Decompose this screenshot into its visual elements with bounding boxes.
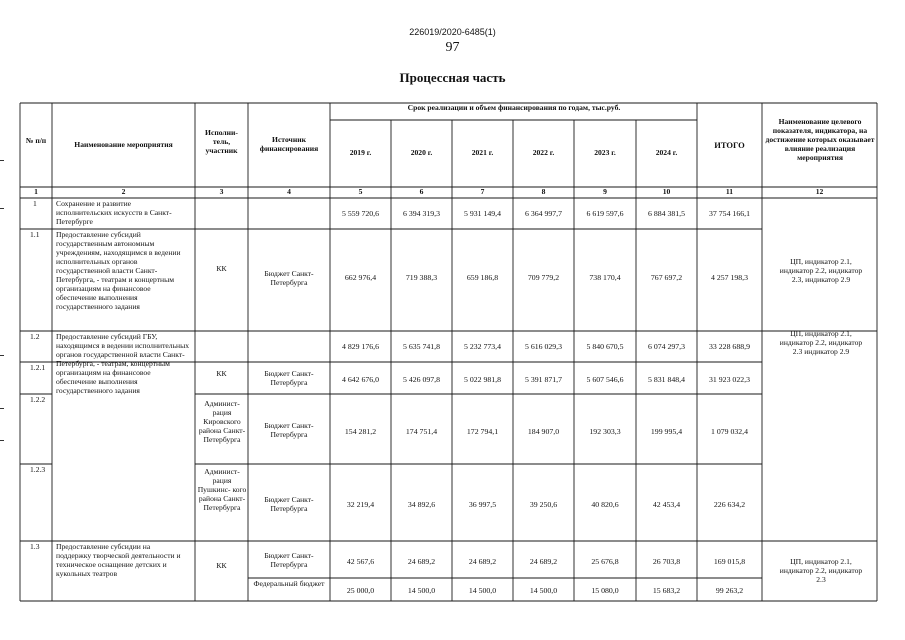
value-total: 37 754 166,1 [709, 209, 750, 218]
value-2019: 662 976,4 [344, 273, 377, 282]
value-total: 99 263,2 [715, 586, 744, 595]
header-year-2024: 2024 г. [655, 149, 678, 157]
activity-name: Предоставление субсидии на поддержку творческой деятельности и техническое оснащение детских и кукольных театров [56, 543, 181, 578]
indicator: ЦП, индикатор 2.1, индикатор 2.2, индикатор 2.3 [779, 558, 863, 584]
activity-name: Сохранение и развитие исполнительских искусств в Санкт-Петербурге [56, 200, 172, 226]
funding-source: Бюджет Санкт-Петербурга [264, 552, 314, 569]
value-2020: 6 394 319,3 [402, 209, 441, 218]
value-2023: 738 170,4 [589, 273, 621, 282]
value-2019: 32 219,4 [346, 500, 375, 509]
header-year-2019: 2019 г. [349, 149, 372, 157]
value-2023: 40 820,6 [591, 500, 619, 509]
value-2021: 5 232 773,4 [463, 342, 502, 351]
value-2023: 5 840 670,5 [586, 342, 624, 351]
value-2024: 26 703,8 [652, 557, 681, 566]
executor: Админист- рация Кировского района Санкт- Петербурга [198, 400, 246, 444]
indicator: ЦП, индикатор 2.1, индикатор 2.2, индикатор 2.3, индикатор 2.9 [779, 258, 863, 284]
value-2019: 4 642 676,0 [341, 375, 380, 384]
value-2024: 199 995,4 [650, 427, 683, 436]
header-year-2020: 2020 г. [410, 149, 433, 157]
value-2021: 24 689,2 [468, 557, 497, 566]
funding-source: Бюджет Санкт-Петербурга [264, 370, 314, 387]
column-number: 8 [541, 188, 546, 196]
page-number: 97 [445, 40, 460, 55]
value-2019: 4 829 176,6 [341, 342, 380, 351]
value-2023: 25 676,8 [591, 557, 619, 566]
value-2024: 42 453,4 [652, 500, 681, 509]
scan-mark [0, 208, 4, 209]
column-number: 6 [419, 188, 424, 196]
header-indicator: Наименование целевого показателя, индикатора, на достижение которых оказывает влияние реализация мероприятия [765, 118, 875, 162]
header-year-2021: 2021 г. [471, 149, 494, 157]
executor: КК [216, 265, 227, 273]
scan-mark [0, 160, 4, 161]
funding-source: Федеральный бюджет [253, 580, 325, 588]
activity-name: Предоставление субсидий ГБУ, находящимся в ведении исполнительных органов государственной власти Санкт-Петербурга, - театрам, концертным организациям на финансовое обеспечение выполнения государственного задания [56, 333, 189, 395]
value-total: 169 015,8 [713, 557, 746, 566]
page-title: Процессная часть [399, 70, 506, 85]
value-2022: 39 250,6 [529, 500, 558, 509]
value-2023: 5 607 546,6 [586, 375, 624, 384]
funding-source: Бюджет Санкт-Петербурга [264, 270, 314, 287]
header-funding-source: Источник финансирования [259, 136, 319, 153]
column-number: 11 [725, 188, 734, 196]
header-activity-name: Наименование мероприятия [74, 141, 173, 149]
value-2023: 15 080,0 [591, 586, 619, 595]
value-2022: 184 907,0 [527, 427, 560, 436]
value-2021: 5 931 149,4 [463, 209, 502, 218]
row-number: 1.2.1 [30, 364, 46, 372]
column-number: 5 [358, 188, 363, 196]
value-total: 226 634,2 [713, 500, 746, 509]
row-number: 1.2.3 [30, 466, 46, 474]
column-number: 10 [662, 188, 671, 196]
value-2024: 5 831 848,4 [647, 375, 686, 384]
header-total: ИТОГО [714, 140, 745, 150]
value-2024: 6 074 297,3 [647, 342, 686, 351]
document-number: 226019/2020-6485(1) [409, 27, 496, 37]
row-number: 1.2.2 [30, 396, 46, 404]
scan-mark [0, 440, 4, 441]
column-number: 12 [815, 188, 824, 196]
funding-source: Бюджет Санкт-Петербурга [264, 496, 314, 513]
scan-mark [0, 355, 4, 356]
value-2019: 25 000,0 [346, 586, 375, 595]
value-2020: 24 689,2 [407, 557, 436, 566]
indicator: ЦП, индикатор 2.1, индикатор 2.2, индикатор 2.3 индикатор 2.9 [779, 330, 863, 356]
value-2023: 192 303,3 [589, 427, 621, 436]
header-year-2022: 2022 г. [532, 149, 555, 157]
row-number: 1.1 [30, 231, 40, 239]
row-number: 1.2 [30, 333, 40, 341]
executor: КК [216, 370, 227, 378]
funding-source: Бюджет Санкт-Петербурга [264, 422, 314, 439]
row-number: 1.3 [30, 543, 40, 551]
value-2022: 5 616 029,3 [524, 342, 563, 351]
value-2023: 6 619 597,6 [586, 209, 624, 218]
value-2021: 14 500,0 [468, 586, 497, 595]
column-number: 1 [34, 188, 38, 196]
column-number: 9 [603, 188, 607, 196]
header-number: № п/п [25, 137, 47, 145]
value-2022: 24 689,2 [529, 557, 558, 566]
value-2024: 6 884 381,5 [647, 209, 686, 218]
column-number: 2 [121, 188, 126, 196]
value-2024: 767 697,2 [650, 273, 683, 282]
value-2020: 5 426 097,8 [402, 375, 441, 384]
value-2020: 719 388,3 [405, 273, 438, 282]
value-total: 31 923 022,3 [709, 375, 750, 384]
header-period: Срок реализации и объем финансирования по годам, тыс.руб. [407, 104, 621, 112]
value-2020: 5 635 741,8 [402, 342, 441, 351]
value-2021: 36 997,5 [468, 500, 497, 509]
executor: Админист- рация Пушкинс- кого района Санкт- Петербурга [197, 468, 247, 512]
value-total: 1 079 032,4 [710, 427, 749, 436]
header-executor: Исполни- тель, участник [205, 129, 238, 155]
value-2020: 174 751,4 [405, 427, 438, 436]
value-2022: 14 500,0 [529, 586, 558, 595]
value-2022: 5 391 871,7 [524, 375, 563, 384]
value-2021: 5 022 981,8 [463, 375, 502, 384]
value-2022: 709 779,2 [527, 273, 560, 282]
row-number: 1 [33, 200, 37, 208]
value-2019: 42 567,6 [346, 557, 375, 566]
executor: КК [216, 562, 227, 570]
value-2020: 14 500,0 [407, 586, 436, 595]
activity-name: Предоставление субсидий государственным автономным учреждениям, находящимся в ведении исполнительных органов государственной власти Санкт-Петербурга, - театрам и концертным организациям на финансовое обеспечение выполнения государственного задания [56, 231, 181, 311]
value-2020: 34 892,6 [407, 500, 436, 509]
value-2021: 659 186,8 [466, 273, 499, 282]
column-number: 7 [480, 188, 485, 196]
scan-mark [0, 408, 4, 409]
value-2021: 172 794,1 [466, 427, 499, 436]
value-total: 33 228 688,9 [709, 342, 750, 351]
value-2024: 15 683,2 [652, 586, 681, 595]
column-number: 4 [287, 188, 291, 196]
header-year-2023: 2023 г. [594, 149, 616, 157]
value-2019: 5 559 720,6 [341, 209, 380, 218]
column-number: 3 [219, 188, 224, 196]
value-2022: 6 364 997,7 [524, 209, 563, 218]
value-2019: 154 281,2 [344, 427, 377, 436]
value-total: 4 257 198,3 [710, 273, 749, 282]
